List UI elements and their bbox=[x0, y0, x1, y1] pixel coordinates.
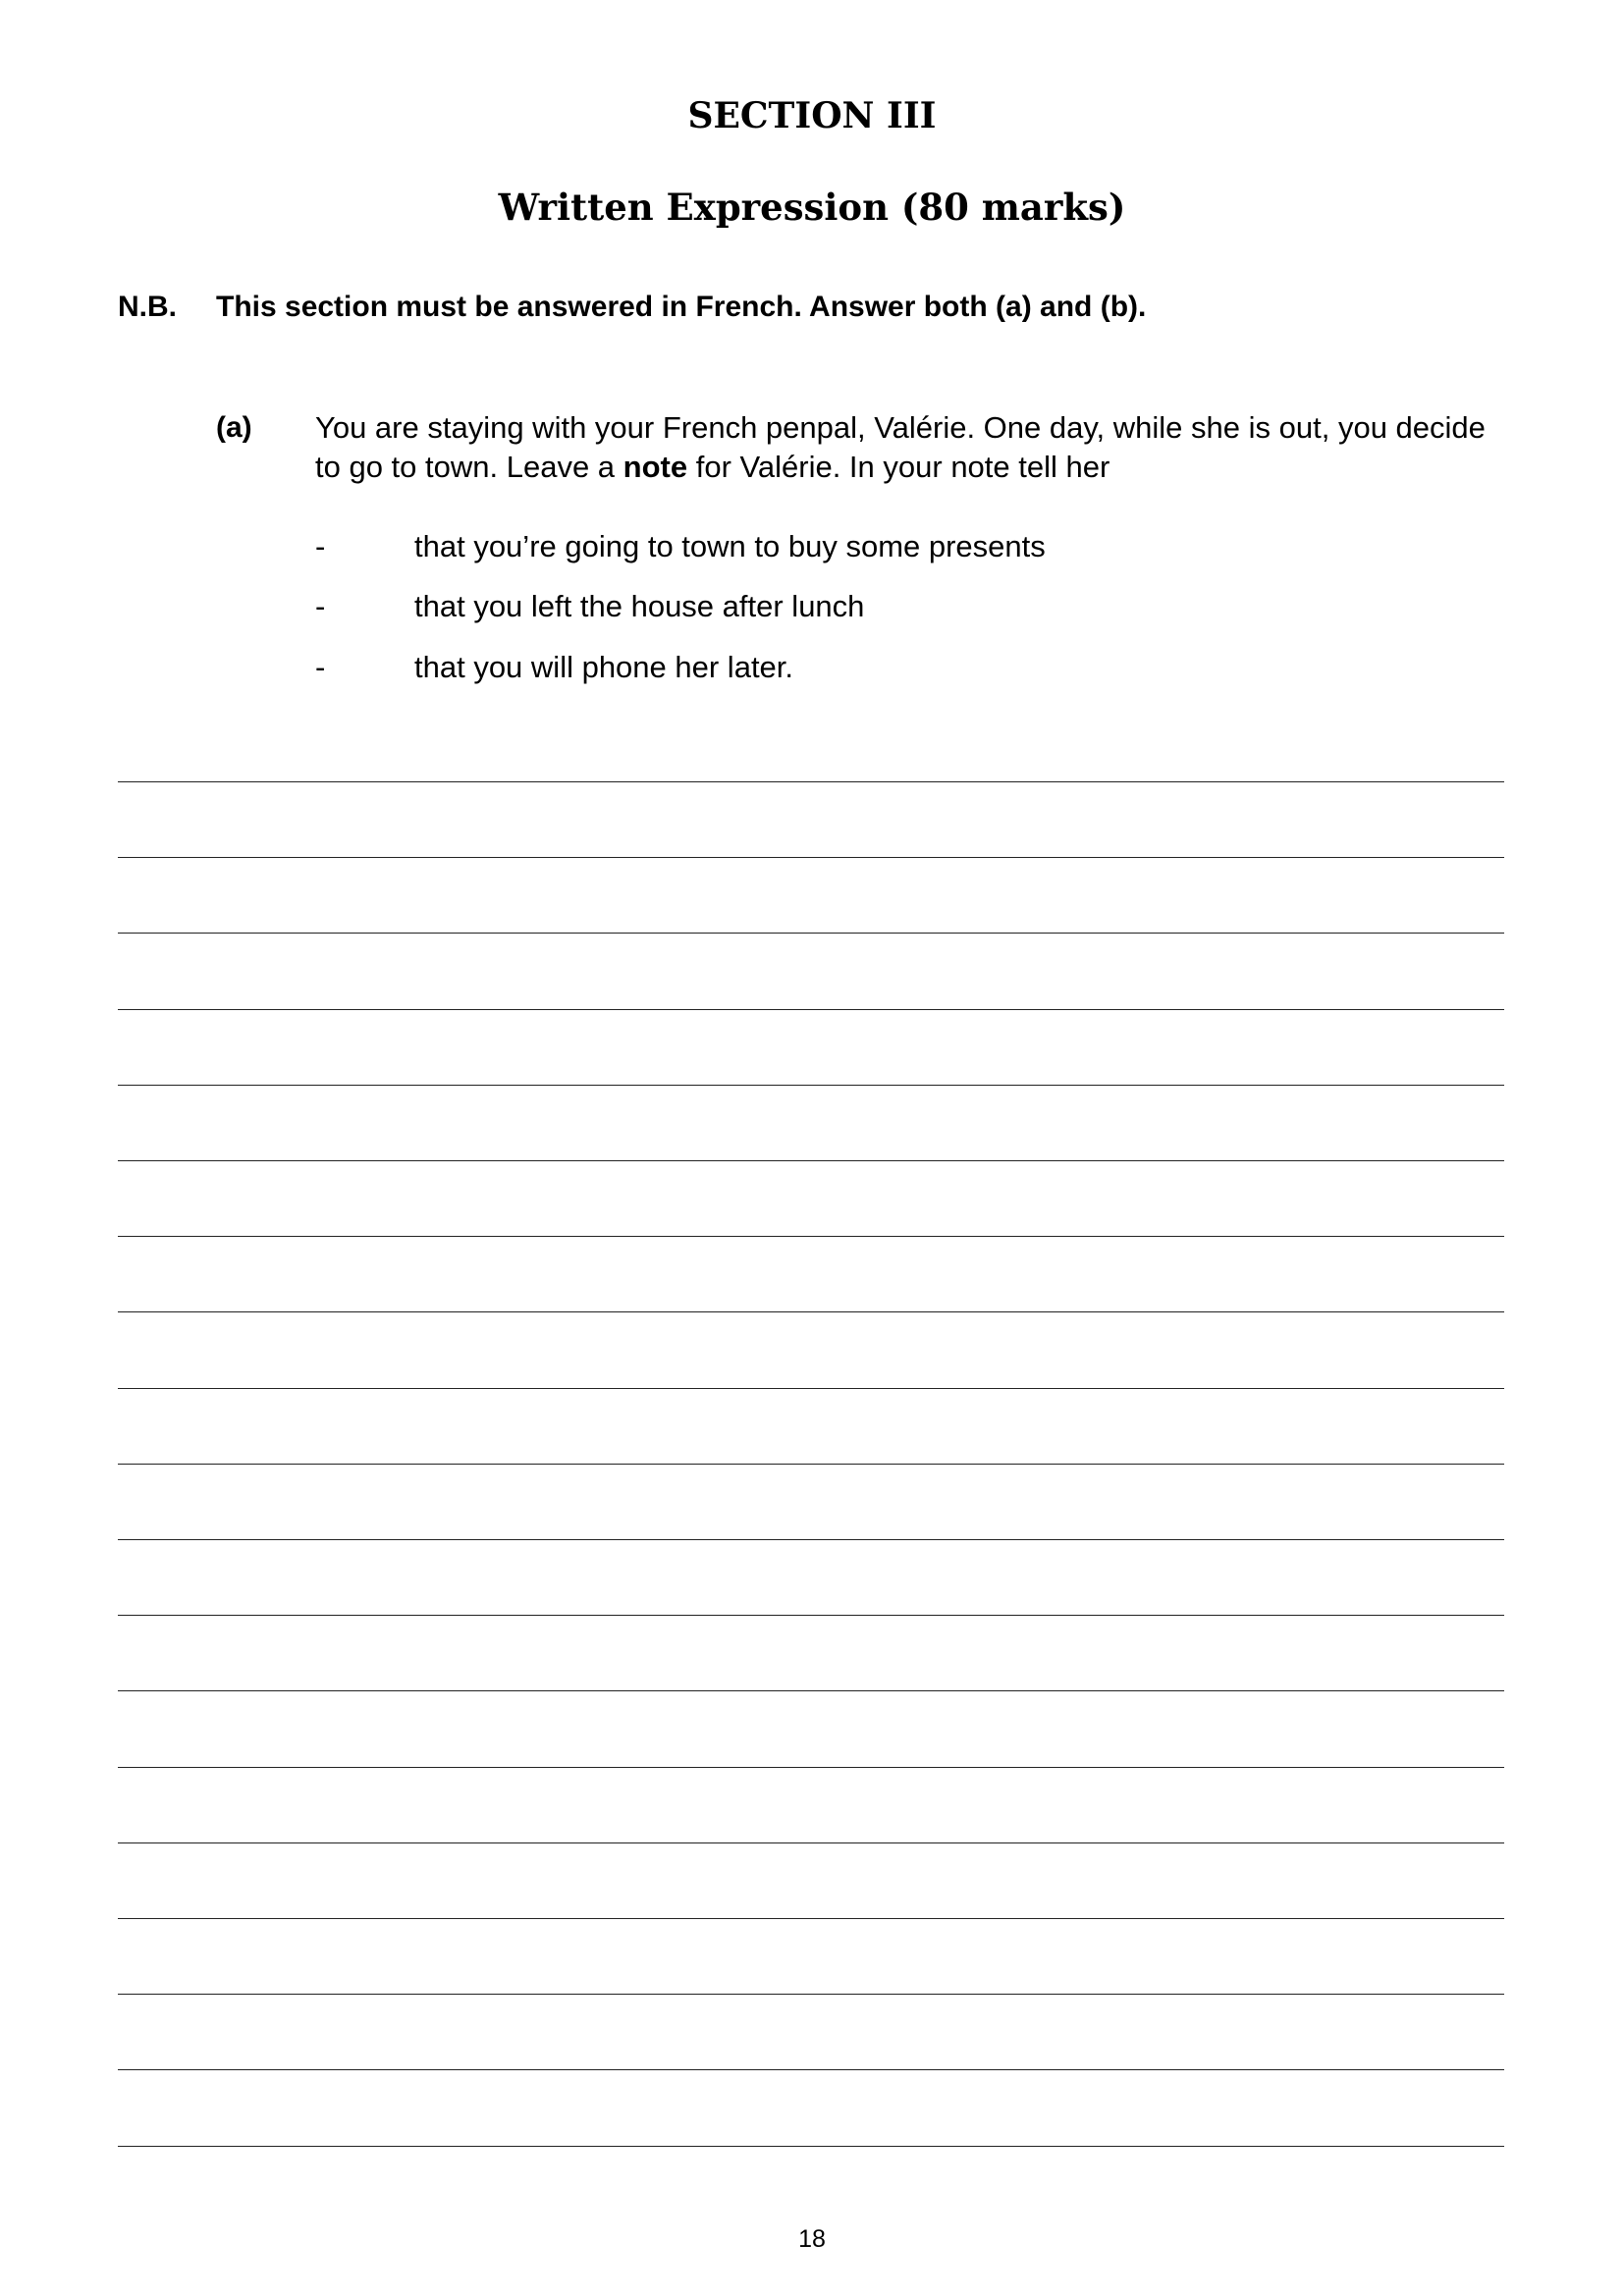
answer-line bbox=[118, 1085, 1504, 1086]
bullet-text: that you’re going to town to buy some presents bbox=[414, 529, 1046, 563]
answer-line bbox=[118, 933, 1504, 934]
section-subtitle: Written Expression (80 marks) bbox=[498, 186, 1126, 229]
part-a-prompt-bold: note bbox=[623, 450, 688, 484]
bullet-text: that you will phone her later. bbox=[414, 650, 794, 684]
answer-line bbox=[118, 1918, 1504, 1919]
answer-line bbox=[118, 1311, 1504, 1312]
nb-text: This section must be answered in French. Answer both (a) and (b). bbox=[216, 291, 1147, 323]
answer-lines bbox=[118, 0, 1504, 2296]
answer-line bbox=[118, 1539, 1504, 1540]
answer-line bbox=[118, 781, 1504, 782]
answer-line bbox=[118, 2069, 1504, 2070]
nb-label: N.B. bbox=[118, 291, 177, 323]
answer-line bbox=[118, 1388, 1504, 1389]
page-number: 18 bbox=[798, 2225, 826, 2253]
bullet-dash: - bbox=[315, 589, 326, 623]
answer-line bbox=[118, 1842, 1504, 1843]
answer-line bbox=[118, 1236, 1504, 1237]
answer-line bbox=[118, 1160, 1504, 1161]
answer-line bbox=[118, 1994, 1504, 1995]
section-title: SECTION III bbox=[687, 95, 937, 136]
part-a-prompt-start: You are staying with your French penpal, Valérie. One day, while she is out, you decide to go to town. Leave a bbox=[315, 410, 1486, 484]
bullet-dash: - bbox=[315, 650, 326, 684]
part-a-prompt-end: for Valérie. In your note tell her bbox=[687, 450, 1110, 484]
answer-line bbox=[118, 2146, 1504, 2147]
bullet-dash: - bbox=[315, 529, 326, 563]
bullet-text: that you left the house after lunch bbox=[414, 589, 865, 623]
answer-line bbox=[118, 1009, 1504, 1010]
answer-line bbox=[118, 1615, 1504, 1616]
answer-line bbox=[118, 1767, 1504, 1768]
answer-line bbox=[118, 1690, 1504, 1691]
part-a-label: (a) bbox=[216, 411, 252, 444]
answer-line bbox=[118, 1464, 1504, 1465]
answer-line bbox=[118, 857, 1504, 858]
